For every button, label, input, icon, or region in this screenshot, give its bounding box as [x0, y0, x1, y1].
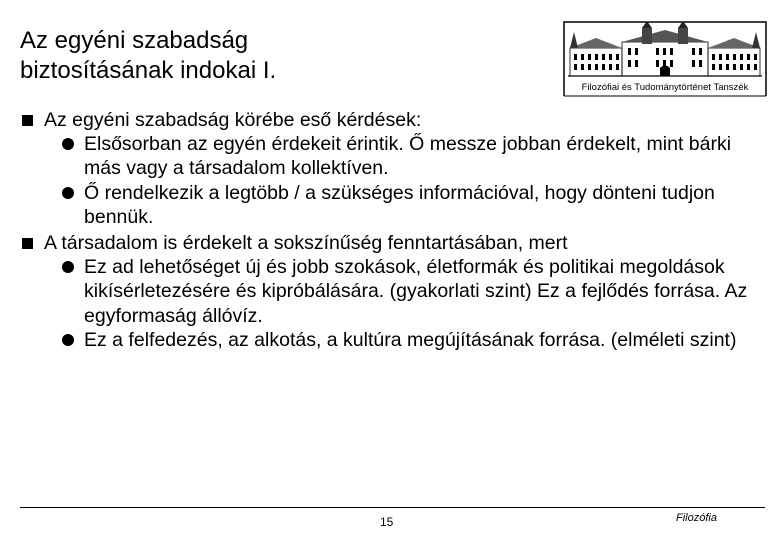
- round-bullet-icon: [62, 334, 74, 346]
- sub-bullet-item: [20, 181, 765, 229]
- sub-bullet-item: [20, 328, 765, 352]
- sub-bullet-item: [20, 255, 765, 328]
- bullet-list: [20, 106, 765, 352]
- round-bullet-icon: [62, 187, 74, 199]
- sub-bullet-item: [20, 132, 765, 180]
- slide-title-line-1: Az egyéni szabadság: [20, 27, 249, 54]
- footer-divider: [20, 507, 765, 508]
- bullet-text: Az egyéni szabadság körébe eső kérdések:: [44, 109, 422, 131]
- round-bullet-icon: [62, 261, 74, 273]
- slide-title: [20, 26, 540, 86]
- slide-title-line-2: biztosításának indokai I.: [20, 57, 277, 84]
- sub-bullet-text: Ez a felfedezés, az alkotás, a kultúra megújításának forrása. (elméleti szint): [84, 328, 737, 351]
- bullet-item: [20, 108, 765, 132]
- footer-label: Filozófia: [676, 512, 717, 524]
- sub-bullet-text: Ő rendelkezik a legtöbb / a szükséges információval, hogy dönteni tudjon bennük.: [84, 181, 715, 228]
- university-logo: [560, 18, 770, 100]
- page-number: 15: [380, 515, 394, 529]
- sub-bullet-text: Elsősorban az egyén érdekeit érintik. Ő messze jobban érdekelt, mint bárki más vagy a társadalom kollektíven.: [84, 133, 732, 180]
- logo-caption: Filozófiai és Tudománytörténet Tanszék: [581, 82, 749, 93]
- square-bullet-icon: [22, 238, 33, 249]
- bullet-item: [20, 231, 765, 255]
- bullet-text: A társadalom is érdekelt a sokszínűség fenntartásában, mert: [44, 232, 568, 255]
- square-bullet-icon: [22, 115, 33, 126]
- round-bullet-icon: [62, 138, 74, 150]
- sub-bullet-text: Ez ad lehetőséget új és jobb szokások, életformák és politikai megoldások kikísérletezésére és kipróbálására. (gyakorlati szint) Ez a fejlődés forrása. Az egyformaság állóvíz.: [84, 256, 748, 327]
